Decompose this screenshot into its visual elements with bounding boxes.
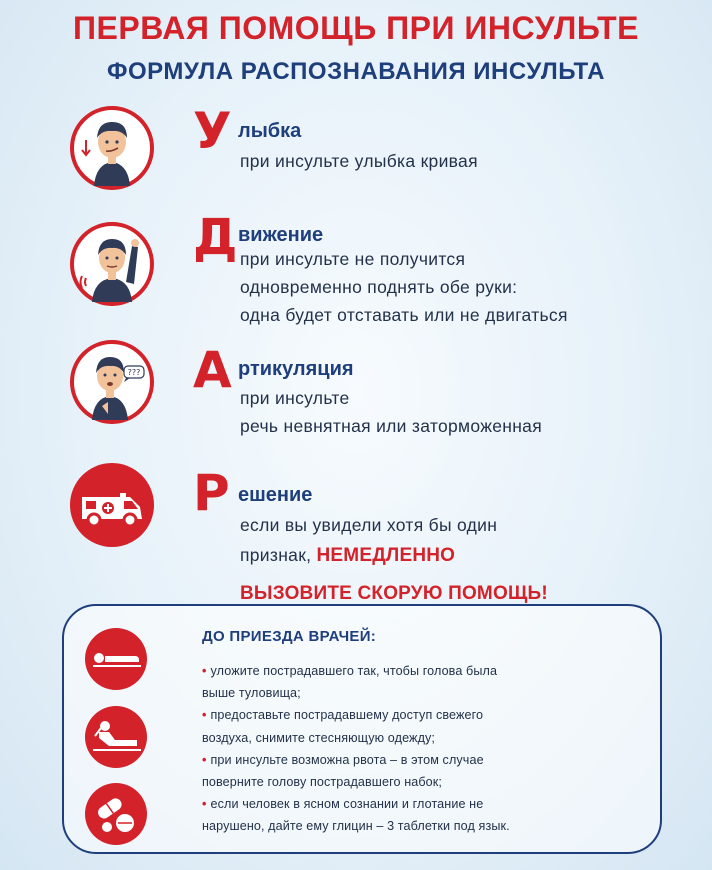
bullet-dot-icon: •: [202, 752, 207, 767]
step-letter: У: [193, 102, 232, 160]
step-letter: А: [193, 341, 232, 399]
list-item-text: уложите пострадавшего так, чтобы голова была: [210, 664, 498, 678]
description-line: одновременно поднять обе руки:: [240, 277, 518, 297]
description-line: одна будет отставать или не двигаться: [240, 305, 568, 325]
step-word: ешение: [238, 484, 313, 506]
description-line: если вы увидели хотя бы один: [240, 515, 498, 535]
list-item-text: если человек в ясном сознании и глотание не: [210, 797, 484, 812]
list-item-text: при инсульте возможна рвота – в этом случае: [210, 752, 484, 767]
step-description: [240, 384, 542, 440]
step-description: [240, 510, 548, 609]
list-item-text: нарушено, дайте ему глицин – 3 таблетки под язык.: [202, 819, 510, 834]
step-word: вижение: [238, 224, 324, 246]
person-lying-head-raised-icon: [85, 706, 147, 768]
description-line: речь невнятная или заторможенная: [240, 416, 542, 436]
poster-subtitle: ФОРМУЛА РАСПОЗНАВАНИЯ ИНСУЛЬТА: [107, 58, 605, 85]
list-item-text: предоставьте пострадавшему доступ свежего: [210, 708, 484, 723]
urgent-call-text: ВЫЗОВИТЕ СКОРУЮ ПОМОЩЬ!: [240, 583, 548, 604]
step-letter: Р: [193, 464, 230, 522]
lying-person-icon: [85, 628, 147, 690]
first-aid-list: [202, 660, 622, 838]
step-word: лыбка: [238, 120, 302, 142]
pills-icon: [85, 783, 147, 845]
description-line: при инсульте: [240, 388, 350, 408]
bullet-dot-icon: •: [202, 664, 207, 678]
step-description: [240, 147, 478, 175]
speech-bubble-text: ???: [127, 368, 141, 377]
step-letter: Д: [193, 208, 238, 266]
step-word: ртикуляция: [238, 358, 354, 380]
list-item-text: выше туловища;: [202, 686, 301, 701]
urgent-text: НЕМЕДЛЕННО: [316, 545, 456, 566]
list-item: [202, 793, 622, 837]
list-item-text: поверните голову пострадавшего набок;: [202, 775, 442, 790]
panel-title: ДО ПРИЕЗДА ВРАЧЕЙ:: [202, 628, 377, 645]
man-raising-arm-icon: [70, 222, 154, 306]
bullet-dot-icon: •: [202, 708, 207, 723]
poster-title: ПЕРВАЯ ПОМОЩЬ ПРИ ИНСУЛЬТЕ: [73, 10, 639, 46]
list-item: [202, 660, 622, 704]
description-fragment: признак,: [240, 545, 312, 565]
man-crooked-smile-icon: [70, 106, 154, 190]
man-slurred-speech-icon: [70, 340, 154, 424]
description-line: при инсульте улыбка кривая: [240, 151, 478, 171]
description-line: при инсульте не получится: [240, 249, 466, 269]
description-line: [240, 540, 548, 571]
list-item: [202, 749, 622, 793]
list-item: [202, 704, 622, 748]
list-item-text: воздуха, снимите стесняющую одежду;: [202, 730, 436, 745]
ambulance-icon: [70, 463, 154, 547]
bullet-dot-icon: •: [202, 797, 207, 812]
step-description: [240, 245, 568, 329]
